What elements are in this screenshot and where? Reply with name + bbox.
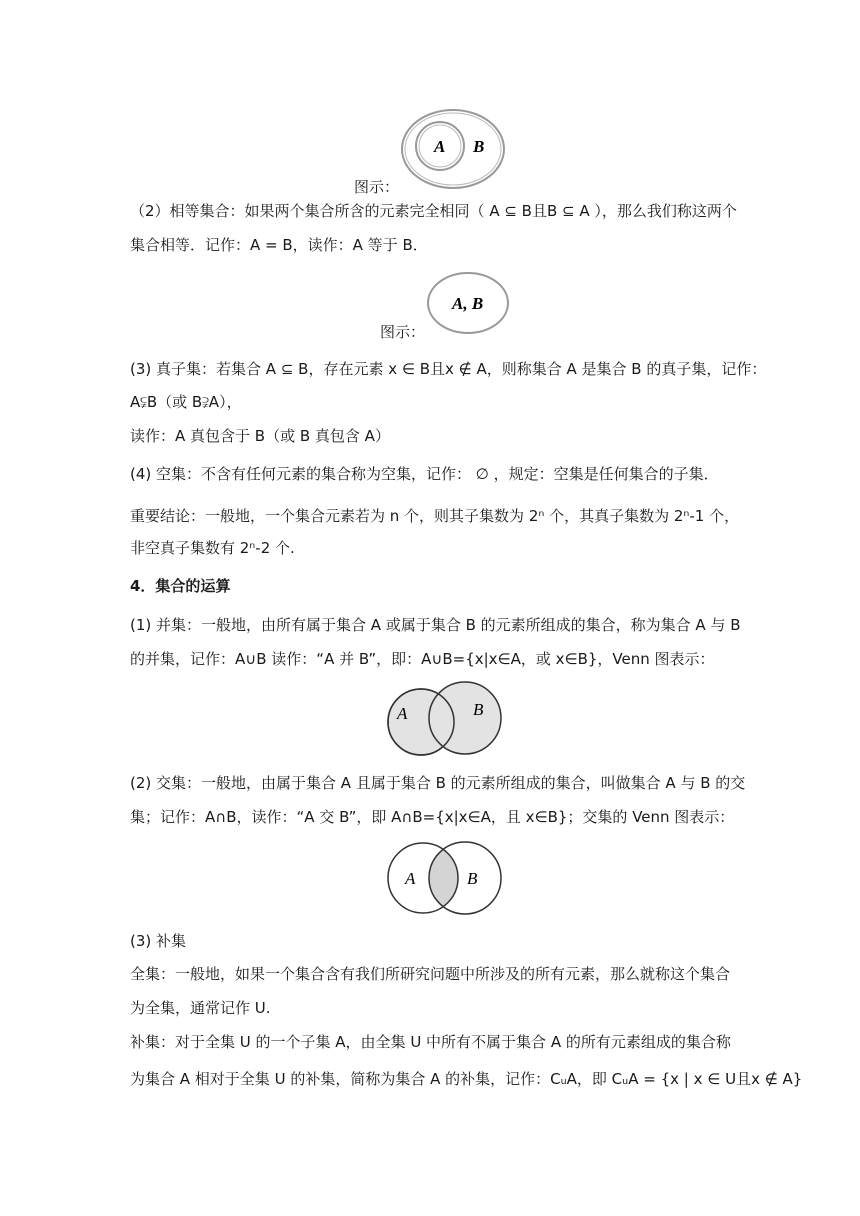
figure1-label-a: A — [434, 137, 446, 156]
figure1-label-b: B — [473, 137, 485, 156]
figure1-venn-nested — [400, 108, 506, 190]
complement-line1: 补集：对于全集 U 的一个子集 A，由全集 U 中所有不属于集合 A 的所有元素组成的集合称 — [130, 1033, 731, 1051]
proper-subset-line3: 读作：A 真包含于 B（或 B 真包含 A） — [130, 427, 390, 445]
complement-title: (3) 补集 — [130, 932, 187, 950]
intersection-line2: 集；记作：A∩B，读作：“A 交 B”，即 A∩B={x|x∈A，且 x∈B}；交集的 Venn 图表示： — [130, 808, 735, 826]
empty-set-line1: (4) 空集：不含有任何元素的集合称为空集，记作： ∅ ，规定：空集是任何集合的子集． — [130, 465, 719, 483]
figure2-venn-equal — [426, 270, 510, 336]
universe-line1: 全集：一般地，如果一个集合含有我们所研究问题中所涉及的所有元素，那么就称这个集合 — [130, 965, 731, 983]
union-circle-b — [429, 682, 501, 754]
conclusion-line1: 重要结论：一般地，一个集合元素若为 n 个，则其子集数为 2ⁿ 个，其真子集数为 2ⁿ-1 个， — [130, 507, 740, 525]
intersection-line1: (2) 交集：一般地，由属于集合 A 且属于集合 B 的元素所组成的集合，叫做集合 A 与 B 的交 — [130, 774, 746, 792]
section-heading: 4．集合的运算 — [130, 577, 231, 595]
union-line1: (1) 并集：一般地，由所有属于集合 A 或属于集合 B 的元素所组成的集合，称为集合 A 与 B — [130, 616, 741, 634]
equal-sets-line2: 集合相等．记作：A = B，读作：A 等于 B． — [130, 236, 428, 254]
conclusion-line2: 非空真子集数有 2ⁿ-2 个. — [130, 539, 295, 557]
union-label-b: B — [473, 700, 484, 719]
union-venn-diagram — [387, 681, 503, 759]
union-label-a: A — [397, 704, 408, 723]
proper-subset-line1: (3) 真子集：若集合 A ⊆ B，存在元素 x ∈ B且x ∉ A，则称集合 A 是集合 B 的真子集，记作： — [130, 360, 767, 378]
equal-sets-line1: （2）相等集合：如果两个集合所含的元素完全相同（ A ⊆ B且B ⊆ A ），那么我们称这两个 — [130, 202, 737, 220]
intersection-label-a: A — [405, 869, 416, 888]
intersection-label-b: B — [467, 869, 478, 888]
universe-line2: 为全集，通常记作 U. — [130, 999, 271, 1017]
proper-subset-line2: A⫋B（或 B⫌A）， — [130, 393, 242, 411]
figure2-caption: 图示： — [380, 323, 426, 341]
figure2-label: A, B — [452, 294, 484, 313]
complement-line2: 为集合 A 相对于全集 U 的补集，简称为集合 A 的补集，记作：CᵤA，即 CᵤA = {x | x ∈ U且x ∉ A} — [130, 1070, 803, 1088]
union-line2: 的并集，记作：A∪B 读作：“A 并 B”，即：A∪B={x|x∈A，或 x∈B}，Venn 图表示： — [130, 650, 715, 668]
figure1-caption: 图示： — [354, 178, 400, 196]
intersection-venn-diagram — [387, 840, 503, 918]
